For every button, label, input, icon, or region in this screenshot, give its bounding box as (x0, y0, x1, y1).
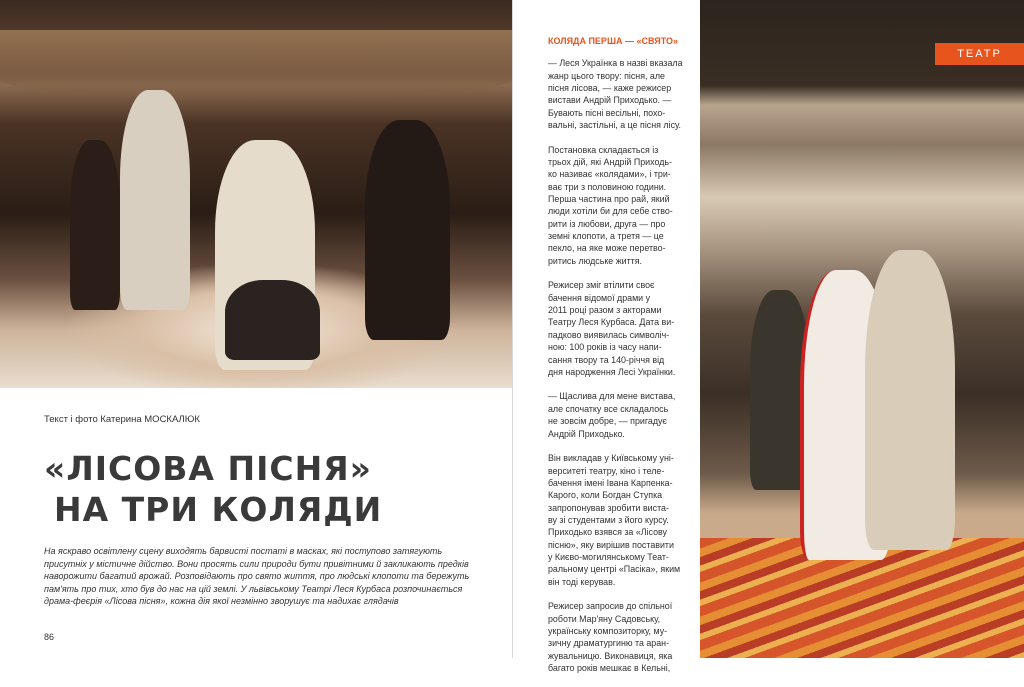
performer-figure (365, 120, 450, 340)
title-line-1: «ЛІСОВА ПІСНЯ» (44, 449, 372, 488)
performer-figure (120, 90, 190, 310)
paragraph: — Леся Українка в назві вказала жанр цього твору: пісня, але пісня лісова, — каже режисер вистави Андрій Приходько. — Бувають пісні весільні, похо- вальні, застільні, а це пісня лісу. (548, 58, 683, 131)
performer-figure (225, 280, 320, 360)
title-line-2: НА ТРИ КОЛЯДИ (54, 490, 383, 529)
article-column (548, 35, 698, 687)
article-title (44, 448, 382, 530)
page-fold (512, 0, 513, 658)
section-tag: ТЕАТР (935, 43, 1024, 65)
paragraph: — Щаслива для мене вистава, але спочатку все складалось не зовсім добре, — пригадує Андрій Приходько. (548, 391, 676, 439)
theatre-balcony (0, 30, 512, 100)
stage-photo-right (700, 0, 1024, 658)
section-heading: КОЛЯДА ПЕРША — «СВЯТО» (548, 36, 679, 46)
performer-figure (865, 250, 955, 550)
paragraph: Режисер зміг втілити своє бачення відомої драми у 2011 році разом з акторами Театру Леся Курбаса. Дата ви- падково виявилась символіч- ною: 100 років із часу напи- сання твору та 140-річчя від дня народження Лесі Українки. (548, 280, 676, 377)
lead-paragraph: На яскраво освітлену сцену виходять барвисті постаті в масках, які поступово затягують присутніх у містичне дійство. Вони просять сили природи бути привітними й закликають предків наворожити багатий врожай. Розповідають про свято життя, про людські клопоти та бережуть пам'ять про тих, хто був до нас на цій землі. У львівському Театрі Леся Курбаса розпочинається драма-феєрія «Лісова пісня», кожна дія якої незмінно зворушує та надихає глядачів (44, 546, 470, 607)
stage-photo-left (0, 0, 512, 388)
performer-figure (70, 140, 120, 310)
paragraph: Режисер запросив до спільної роботи Мар'яну Садовську, українську композиторку, му- зичну драматургиню та аран- жувальницю. Виконавиця, яка багато років мешкає в Кельні, (548, 601, 673, 673)
byline: Текст і фото Катерина МОСКАЛЮК (44, 414, 200, 425)
paragraph: Він викладав у Київському уні- верситеті театру, кіно і теле- бачення імені Івана Карпенка- Карого, коли Богдан Ступка запропонував зробити виста- ву зі студентами з його курсу. Приходько взявся за «Лісову пісню», яку вирішив поставити у Києво-могилянському Теат- ральному центрі «Пасіка», яким він тоді керував. (548, 453, 681, 587)
page-number: 86 (44, 632, 55, 642)
paragraph: Постановка складається із трьох дій, які Андрій Приходь- ко називає «колядами», і три- ває три з половиною години. Перша частина про рай, який люди хотіли би для себе ство- рити із любови, друга — про земні клопоти, а третя — це пекло, на яке може перетво- ритись людське життя. (548, 144, 673, 266)
